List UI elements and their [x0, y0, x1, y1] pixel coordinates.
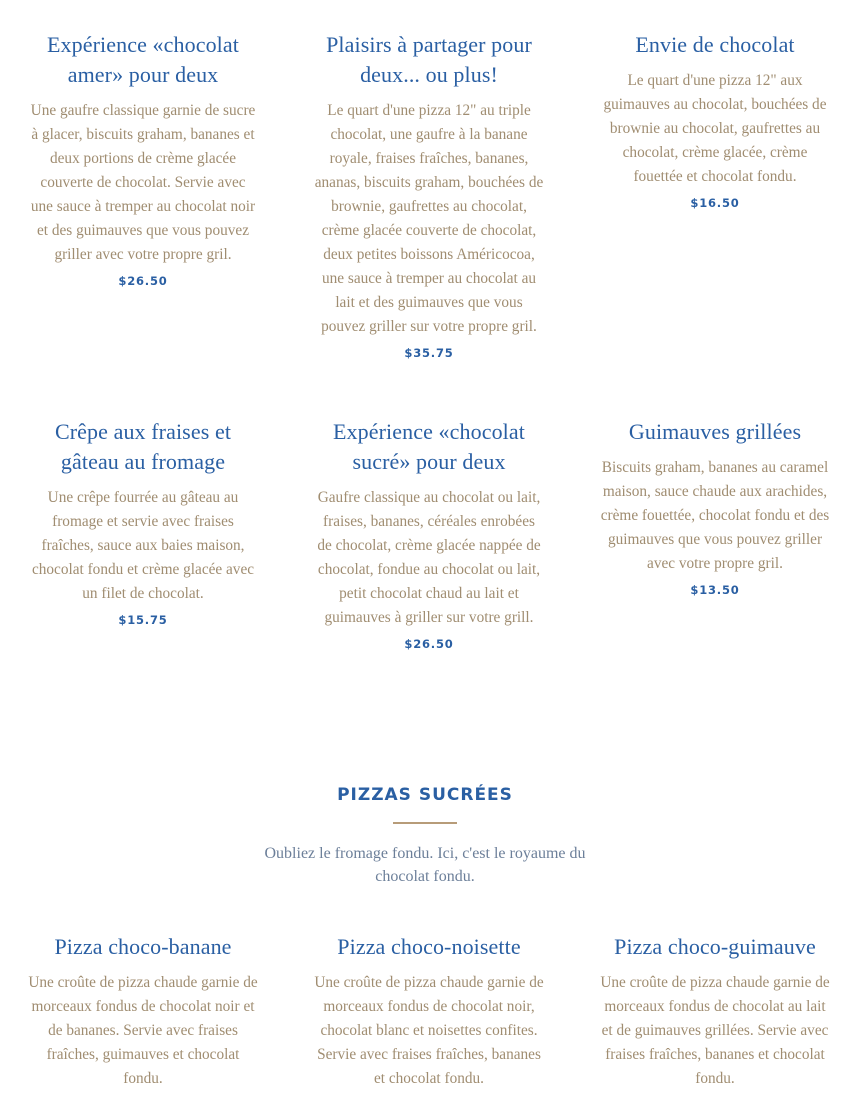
- item-description: Une croûte de pizza chaude garnie de morceaux fondus de chocolat noir, chocolat blanc et noisettes confites. Servie avec fraises fraîches, bananes et chocolat fondu.: [314, 974, 544, 1087]
- item-title: Pizza choco-banane: [54, 934, 232, 959]
- menu-item: [572, 30, 850, 360]
- item-description: Une gaufre classique garnie de sucre à glacer, biscuits graham, bananes et deux portions de crème glacée couverte de chocolat. Servie avec une sauce à tremper au chocolat noir et des guimauves que vous pouvez griller avec votre propre gril.: [30, 102, 256, 263]
- item-description: Une croûte de pizza chaude garnie de morceaux fondus de chocolat au lait et de guimauves grillées. Servie avec fraises fraîches, bananes et chocolat fondu.: [600, 974, 830, 1087]
- item-price: $35.75: [404, 346, 454, 360]
- item-title: Crêpe aux fraises et gâteau au fromage: [54, 419, 232, 474]
- menu-item: [572, 417, 850, 651]
- item-title: Expérience «chocolat sucré» pour deux: [333, 419, 525, 474]
- pizza-grid: [0, 932, 850, 1091]
- item-price: $13.50: [690, 583, 740, 597]
- menu-item: [572, 932, 850, 1091]
- item-title: Pizza choco-noisette: [337, 934, 521, 959]
- item-description: Gaufre classique au chocolat ou lait, fraises, bananes, céréales enrobées de chocolat, crème glacée nappée de chocolat, fondue au chocolat ou lait, petit chocolat chaud au lait et guimauves à griller sur votre grill.: [317, 489, 541, 626]
- section-subtitle: Oubliez le fromage fondu. Ici, c'est le royaume du chocolat fondu.: [264, 845, 586, 885]
- item-price: $26.50: [118, 274, 168, 288]
- section-title: PIZZAS SUCRÉES: [337, 785, 513, 805]
- menu-item: [286, 417, 572, 651]
- dessert-grid-row-1: [0, 30, 850, 360]
- item-title: Pizza choco-guimauve: [614, 934, 816, 959]
- item-title: Envie de chocolat: [635, 32, 795, 57]
- menu-item: [0, 932, 286, 1091]
- item-description: Le quart d'une pizza 12" au triple chocolat, une gaufre à la banane royale, fraises fraîches, bananes, ananas, biscuits graham, bouchées de brownie, gaufrettes au chocolat, crème glacée couverte de chocolat, deux petites boissons Américocoa, une sauce à tremper au chocolat au lait et des guimauves que vous pouvez griller sur votre propre gril.: [314, 102, 544, 335]
- item-price: $26.50: [404, 637, 454, 651]
- item-price: $15.75: [118, 613, 168, 627]
- menu-item: [286, 932, 572, 1091]
- menu-item: [0, 417, 286, 651]
- menu-item: [286, 30, 572, 360]
- dessert-grid-row-2: [0, 417, 850, 651]
- item-title: Plaisirs à partager pour deux... ou plus!: [326, 32, 532, 87]
- item-description: Biscuits graham, bananes au caramel maison, sauce chaude aux arachides, crème fouettée, chocolat fondu et des guimauves que vous pouvez griller avec votre propre gril.: [600, 459, 830, 572]
- menu-item: [0, 30, 286, 360]
- pizza-section-header: [0, 782, 850, 888]
- item-description: Le quart d'une pizza 12" aux guimauves au chocolat, bouchées de brownie au chocolat, gaufrettes au chocolat, crème glacée, crème fouettée et chocolat fondu.: [603, 72, 827, 185]
- item-title: Expérience «chocolat amer» pour deux: [47, 32, 239, 87]
- section-divider: [393, 822, 457, 824]
- item-price: $16.50: [690, 196, 740, 210]
- item-description: Une crêpe fourrée au gâteau au fromage et servie avec fraises fraîches, sauce aux baies maison, chocolat fondu et crème glacée avec un filet de chocolat.: [31, 489, 255, 602]
- item-title: Guimauves grillées: [628, 419, 802, 444]
- item-description: Une croûte de pizza chaude garnie de morceaux fondus de chocolat noir et de bananes. Servie avec fraises fraîches, guimauves et chocolat fondu.: [28, 974, 258, 1087]
